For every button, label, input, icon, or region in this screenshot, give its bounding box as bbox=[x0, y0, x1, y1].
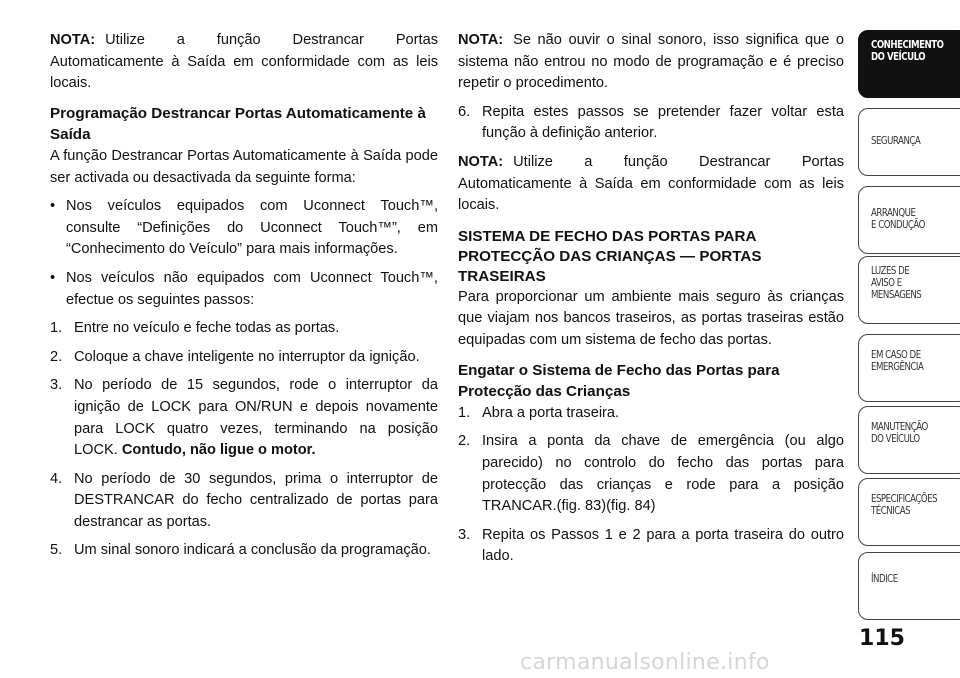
subsection-heading: Engatar o Sistema de Fecho das Portas para Protecção das Crianças bbox=[458, 361, 780, 401]
tab-label: EM CASO DE EMERGÊNCIA bbox=[871, 349, 924, 373]
note-label: NOTA: bbox=[458, 32, 504, 48]
tab-indice[interactable] bbox=[858, 552, 960, 620]
step-number: 2. bbox=[458, 433, 471, 450]
step-item bbox=[458, 102, 844, 145]
step-number: 3. bbox=[458, 526, 471, 543]
step-item bbox=[50, 347, 438, 369]
tab-label: ÍNDICE bbox=[871, 573, 898, 585]
bullet-marker: • bbox=[50, 269, 56, 286]
right-column bbox=[458, 30, 844, 575]
page-number: 115 bbox=[859, 626, 905, 651]
section-heading: Programação Destrancar Portas Automaticamente à Saída bbox=[50, 104, 426, 144]
tab-seguranca[interactable] bbox=[858, 108, 960, 176]
tab-em-caso-de-emergencia[interactable] bbox=[858, 334, 960, 402]
step-text: Entre no veículo e feche todas as portas. bbox=[74, 320, 340, 337]
note-text: Se não ouvir o sinal sonoro, isso significa que o sistema não entrou no modo de programação e é preciso repetir o procedimento. bbox=[458, 32, 844, 92]
step-item bbox=[50, 469, 438, 534]
step-text: Insira a ponta da chave de emergência (ou algo parecido) no controlo do fecho das portas para protecção das crianças e rode para a posição TRANCAR.(fig. 83)(fig. 84) bbox=[482, 433, 844, 515]
watermark: carmanualsonline.info bbox=[520, 650, 770, 675]
note-label: NOTA: bbox=[50, 32, 96, 48]
step-item bbox=[458, 525, 844, 568]
step-text: Um sinal sonoro indicará a conclusão da programação. bbox=[74, 542, 431, 559]
tab-conhecimento-do-veiculo[interactable] bbox=[858, 30, 960, 98]
tab-manutencao-do-veiculo[interactable] bbox=[858, 406, 960, 474]
tab-label: SEGURANÇA bbox=[871, 135, 921, 147]
tab-arranque-e-conducao[interactable] bbox=[858, 186, 960, 254]
step-number: 3. bbox=[50, 377, 63, 394]
note-paragraph bbox=[50, 30, 438, 95]
tab-especificacoes-tecnicas[interactable] bbox=[858, 478, 960, 546]
intro-paragraph: A função Destrancar Portas Automaticamente à Saída pode ser activada ou desactivada da seguinte forma: bbox=[50, 147, 438, 186]
step-number: 2. bbox=[50, 348, 63, 365]
step-number: 1. bbox=[50, 320, 63, 337]
step-text: No período de 15 segundos, rode o interruptor da ignição de LOCK para ON/RUN e depois novamente para LOCK quatro vezes, terminando na posição LOCK. bbox=[74, 377, 438, 459]
note-text: Utilize a função Destrancar Portas Automaticamente à Saída em conformidade com as leis locais. bbox=[50, 32, 438, 92]
tab-label: ARRANQUE E CONDUÇÃO bbox=[871, 207, 925, 231]
bullet-marker: • bbox=[50, 198, 56, 215]
tab-luzes-de-aviso[interactable] bbox=[858, 256, 960, 324]
step-item bbox=[50, 375, 438, 461]
tab-label: ESPECIFICAÇÕES TÉCNICAS bbox=[871, 493, 938, 517]
list-item bbox=[50, 196, 438, 261]
step-text: No período de 30 segundos, prima o interruptor de DESTRANCAR do fecho centralizado de portas para destrancar as portas. bbox=[74, 470, 438, 530]
step-warning: Contudo, não ligue o motor. bbox=[121, 442, 316, 459]
body-paragraph: Para proporcionar um ambiente mais seguro às crianças que viajam nos bancos traseiros, as portas traseiras estão equipadas com um sistema de fecho das portas. bbox=[458, 288, 844, 348]
left-column bbox=[50, 30, 438, 569]
note-paragraph bbox=[458, 30, 844, 95]
bullet-text: Nos veículos não equipados com Uconnect Touch™, efectue os seguintes passos: bbox=[66, 269, 438, 308]
step-number: 1. bbox=[458, 404, 471, 421]
step-number: 5. bbox=[50, 542, 63, 559]
step-number: 4. bbox=[50, 470, 63, 487]
step-item bbox=[50, 318, 438, 340]
tab-label: CONHECIMENTO DO VEÍCULO bbox=[871, 39, 944, 63]
list-item bbox=[50, 268, 438, 311]
step-text: Coloque a chave inteligente no interruptor da ignição. bbox=[74, 348, 420, 365]
note-paragraph bbox=[458, 152, 844, 217]
tab-label: MANUTENÇÃO DO VEÍCULO bbox=[871, 421, 928, 445]
step-item bbox=[458, 403, 844, 425]
section-heading: SISTEMA DE FECHO DAS PORTAS PARA PROTECÇÃO DAS CRIANÇAS — PORTAS TRASEIRAS bbox=[458, 227, 762, 285]
step-text: Repita os Passos 1 e 2 para a porta traseira do outro lado. bbox=[482, 526, 844, 565]
step-text: Repita estes passos se pretender fazer voltar esta função à definição anterior. bbox=[482, 103, 844, 142]
step-item bbox=[50, 540, 438, 562]
note-label: NOTA: bbox=[458, 153, 504, 170]
tab-label: LUZES DE AVISO E MENSAGENS bbox=[871, 265, 922, 301]
step-item bbox=[458, 431, 844, 517]
bullet-text: Nos veículos equipados com Uconnect Touch™, consulte “Definições do Uconnect Touch™”, em “Conhecimento do Veículo” para mais informações. bbox=[66, 198, 438, 258]
step-number: 6. bbox=[458, 103, 471, 120]
note-text: Utilize a função Destrancar Portas Automaticamente à Saída em conformidade com as leis locais. bbox=[458, 153, 844, 214]
step-text: Abra a porta traseira. bbox=[482, 404, 620, 421]
chapter-tabs bbox=[858, 0, 960, 678]
